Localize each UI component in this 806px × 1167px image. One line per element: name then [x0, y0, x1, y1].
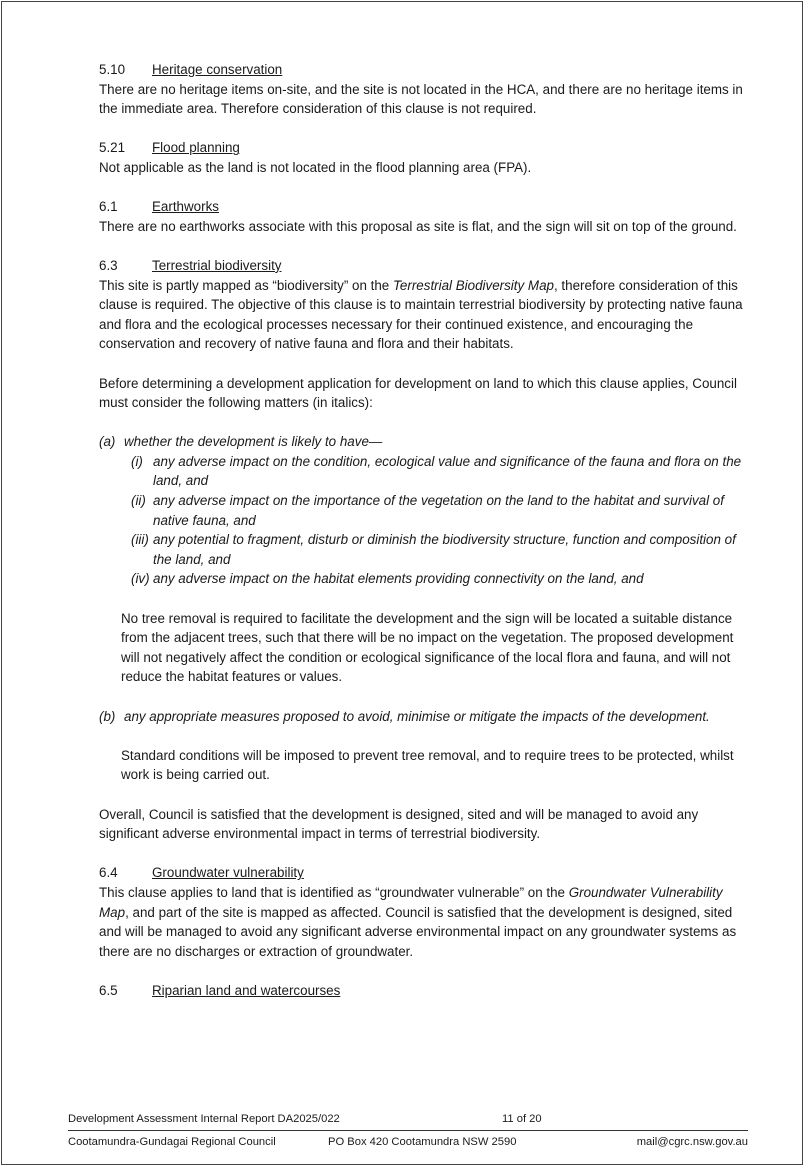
section-groundwater	[99, 863, 749, 961]
matter-b	[99, 707, 749, 727]
sub-item-label: (ii)	[131, 493, 146, 509]
sub-item	[99, 530, 749, 569]
section-number: 5.21	[99, 140, 126, 156]
sub-item	[99, 569, 749, 589]
footer-address: PO Box 420 Cootamundra NSW 2590	[328, 1136, 517, 1148]
document-page	[1, 1, 803, 1165]
sub-item-label: (iii)	[131, 532, 149, 548]
section-title: Earthworks	[152, 199, 219, 215]
section-biodiversity	[99, 256, 749, 844]
section-heading	[99, 138, 749, 158]
section-body: Not applicable as the land is not located in the flood planning area (FPA).	[99, 159, 532, 175]
section-body: There are no earthworks associate with this proposal as site is flat, and the sign will sit on top of the ground.	[99, 218, 737, 234]
section-body: This clause applies to land that is identified as “groundwater vulnerable” on the Groundwater Vulnerability Map, and part of the site is mapped as affected. Council is satisfied that the development is designed, sited and will be managed to avoid any significant adverse environmental impact on any groundwater systems as there are no discharges or extraction of groundwater.	[99, 884, 737, 959]
page-content	[99, 60, 749, 1020]
section-title: Flood planning	[152, 140, 240, 156]
section-number: 6.1	[99, 199, 118, 215]
footer-divider	[68, 1130, 748, 1131]
biodiversity-before: Before determining a development application for development on land to which this clause applies, Council must consider the following matters (in italics):	[99, 375, 737, 411]
section-number: 6.5	[99, 982, 118, 998]
section-number: 6.3	[99, 257, 118, 273]
matter-b-text: any appropriate measures proposed to avoid, minimise or mitigate the impacts of the development.	[124, 708, 710, 724]
section-flood	[99, 138, 749, 177]
map-name: Groundwater Vulnerability Map	[99, 884, 723, 920]
sub-item	[99, 452, 749, 491]
biodiversity-intro: This site is partly mapped as “biodiversity” on the Terrestrial Biodiversity Map, therefore consideration of this clause is required. The objective of this clause is to maintain terrestrial biodiversity by protecting native fauna and flora and the ecological processes necessary for their continued existence, and encouraging the conservation and recovery of native fauna and flora and their habitats.	[99, 277, 743, 352]
sub-item-text: any adverse impact on the importance of the vegetation on the land to the habitat and survival of native fauna, and	[153, 493, 724, 528]
matter-a-response: No tree removal is required to facilitate the development and the sign will be located a suitable distance from the adjacent trees, such that there will be no impact on the vegetation. The proposed development will not negatively affect the condition or ecological significance of the local flora and fauna, and will not reduce the habitat features or values.	[121, 610, 734, 685]
section-title: Heritage conservation	[152, 62, 283, 77]
section-number: 6.4	[99, 865, 118, 881]
footer-council: Cootamundra-Gundagai Regional Council	[68, 1136, 276, 1148]
footer-page-number: 11 of 20	[502, 1113, 542, 1125]
footer-report-title: Development Assessment Internal Report DA2025/022	[68, 1113, 340, 1125]
section-earthworks	[99, 197, 749, 236]
section-riparian	[99, 981, 749, 1001]
matter-a-label: (a)	[99, 434, 116, 450]
matter-b-label: (b)	[99, 708, 116, 724]
section-title: Riparian land and watercourses	[152, 982, 341, 998]
section-body: There are no heritage items on-site, and the site is not located in the HCA, and there are no heritage items in the immediate area. Therefore consideration of this clause is not required.	[99, 81, 743, 117]
section-number: 5.10	[99, 62, 126, 77]
footer-email: mail@cgrc.nsw.gov.au	[636, 1136, 748, 1148]
map-name: Terrestrial Biodiversity Map	[392, 277, 554, 293]
sub-item-text: any adverse impact on the condition, ecological value and significance of the fauna and flora on the land, and	[153, 453, 742, 489]
sub-item	[99, 491, 749, 530]
sub-item-label: (i)	[131, 453, 143, 469]
section-title: Terrestrial biodiversity	[152, 257, 282, 273]
section-heritage	[99, 60, 749, 119]
section-heading	[99, 863, 749, 883]
sub-item-text: any adverse impact on the habitat elements providing connectivity on the land, and	[153, 571, 644, 587]
sub-item-text: any potential to fragment, disturb or diminish the biodiversity structure, function and composition of the land, and	[153, 532, 736, 567]
section-title: Groundwater vulnerability	[152, 865, 304, 881]
sub-item-label: (iv)	[131, 571, 150, 587]
section-heading	[99, 981, 749, 1001]
section-heading	[99, 256, 749, 276]
matter-a	[99, 432, 749, 452]
matter-a-text: whether the development is likely to have—	[124, 434, 383, 450]
biodiversity-overall: Overall, Council is satisfied that the development is designed, sited and will be managed to avoid any significant adverse environmental impact in terms of terrestrial biodiversity.	[99, 806, 699, 842]
matter-b-response: Standard conditions will be imposed to prevent tree removal, and to require trees to be protected, whilst work is being carried out.	[121, 747, 734, 783]
section-heading	[99, 197, 749, 217]
section-heading	[99, 60, 749, 80]
